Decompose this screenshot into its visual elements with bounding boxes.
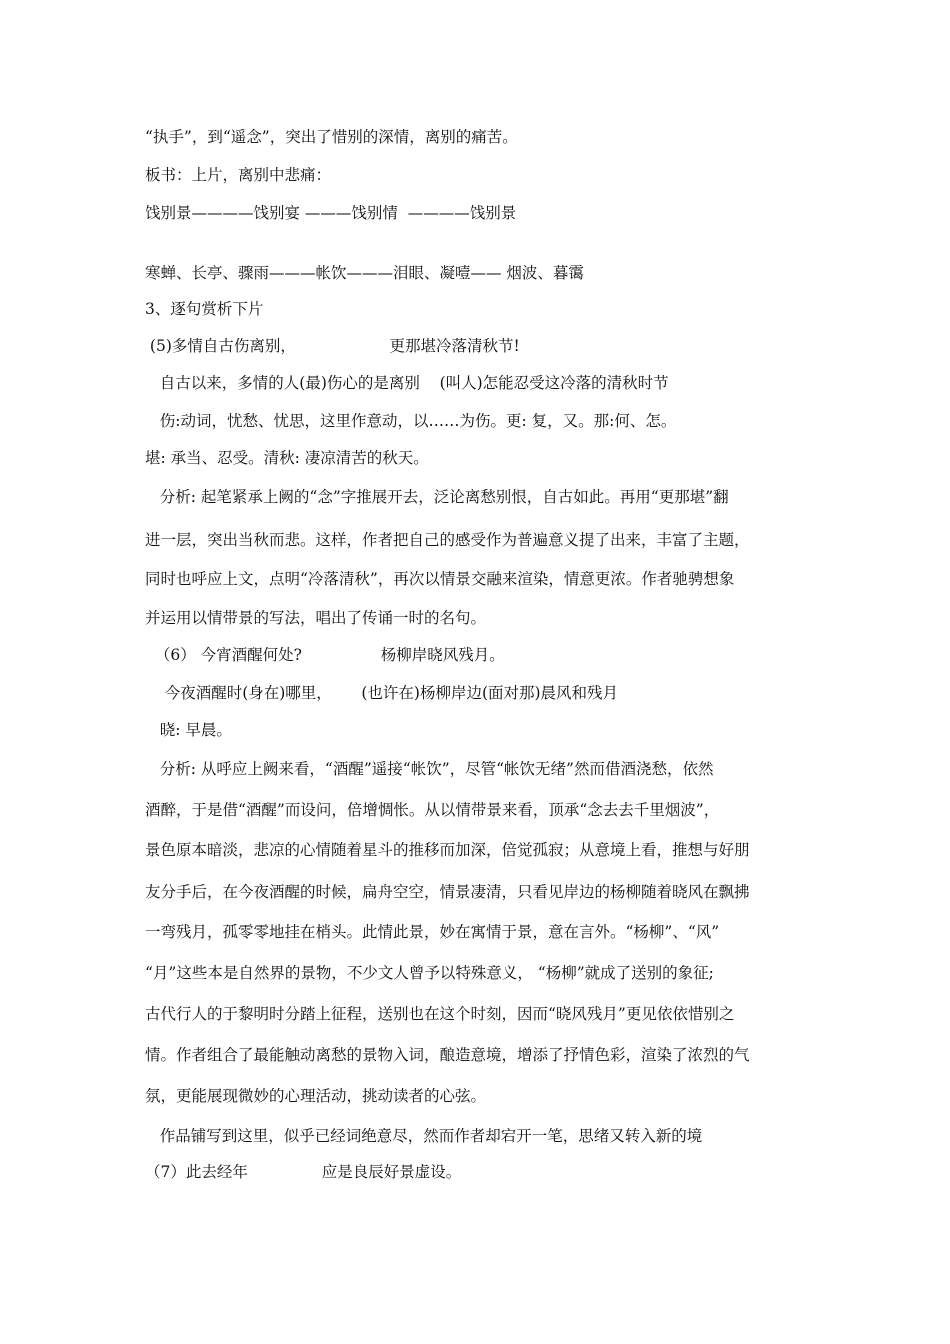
- text-line: (5)多情自古伤离别， 更那堪冷落清秋节!: [145, 337, 520, 355]
- text-line: 情。作者组合了最能触动离愁的景物入词，酿造意境，增添了抒情色彩，渲染了浓烈的气: [145, 1046, 750, 1064]
- text-line: 酒醉，于是借“酒醒”而设问，倍增惆怅。从以情带景来看，顶承“念去去千里烟波”，: [145, 801, 720, 819]
- text-line: 景色原本暗淡，悲凉的心情随着星斗的推移而加深，倍觉孤寂；从意境上看，推想与好朋: [145, 841, 750, 859]
- text-line: 板书：上片，离别中悲痛：: [145, 166, 332, 184]
- text-line: 进一层，突出当秋而悲。这样，作者把自己的感受作为普遍意义提了出来，丰富了主题，: [145, 531, 750, 549]
- text-line: 饯别景————饯别宴 ———饯别情 ————饯别景: [145, 204, 517, 222]
- text-line: “月”这些本是自然界的景物，不少文人曾予以特殊意义， “杨柳”就成了送别的象征;: [145, 964, 714, 982]
- text-line: “执手”，到“遥念”，突出了惜别的深情，离别的痛苦。: [145, 128, 518, 146]
- text-line: 伤:动词，忧愁、忧思，这里作意动，以……为伤。更: 复，又。那:何、怎。: [145, 412, 677, 430]
- text-line: 友分手后，在今夜酒醒的时候，扁舟空空，情景凄清，只看见岸边的杨柳随着晓风在飘拂: [145, 883, 750, 901]
- text-line: （7）此去经年 应是良辰好景虚设。: [145, 1163, 462, 1181]
- text-line: 寒蝉、长亭、骤雨———帐饮———泪眼、凝噎—— 烟波、暮霭: [145, 264, 584, 282]
- text-line: 堪: 承当、忍受。清秋: 凄凉清苦的秋天。: [145, 449, 429, 467]
- text-line: 一弯残月，孤零零地挂在梢头。此情此景，妙在寓情于景，意在言外。“杨柳”、“风”: [145, 923, 720, 941]
- section-heading: 3、逐句赏析下片: [145, 300, 264, 318]
- text-line: 今夜酒醒时(身在)哪里， (也许在)杨柳岸边(面对那)晨风和残月: [145, 684, 619, 702]
- text-line: 自古以来，多情的人(最)伤心的是离别 (叫人)怎能忍受这冷落的清秋时节: [145, 374, 669, 392]
- text-line: 氛，更能展现微妙的心理活动，挑动读者的心弦。: [145, 1087, 487, 1105]
- text-line: 分析: 起笔紧承上阙的“念”字推展开去，泛论离愁别恨，自古如此。再用“更那堪”翻: [145, 488, 729, 506]
- text-line: 作品铺写到这里，似乎已经词绝意尽，然而作者却宕开一笔，思绪又转入新的境: [145, 1127, 703, 1145]
- text-line: 分析: 从呼应上阙来看，“酒醒”遥接“帐饮”，尽管“帐饮无绪”然而借酒浇愁，依然: [145, 760, 714, 778]
- text-line: 并运用以情带景的写法，唱出了传诵一时的名句。: [145, 609, 487, 627]
- text-line: 同时也呼应上文，点明“冷落清秋”，再次以情景交融来渲染，情意更浓。作者驰骋想象: [145, 570, 735, 588]
- text-line: 晓: 早晨。: [145, 721, 232, 739]
- text-line: 古代行人的于黎明时分踏上征程，送别也在这个时刻，因而“晓风残月”更见依依惜别之: [145, 1005, 735, 1023]
- text-line: （6） 今宵酒醒何处? 杨柳岸晓风残月。: [145, 646, 505, 664]
